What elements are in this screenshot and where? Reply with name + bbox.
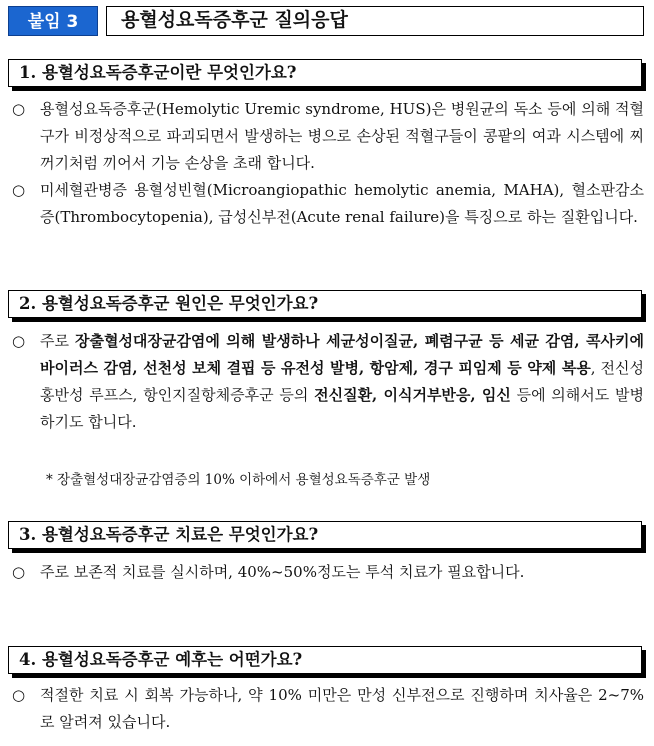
answer-1 bbox=[12, 96, 644, 231]
page-title: 용혈성요독증후군 질의응답 bbox=[106, 6, 644, 36]
document-header bbox=[8, 6, 644, 36]
answer-text: 미세혈관병증 용혈성빈혈(Microangiopathic hemolytic anemia, MAHA), 혈소판감소증(Thrombocytopenia), 급성신부전(Acute renal failure)을 특징으로 하는 질환입니다. bbox=[40, 181, 644, 226]
question-3-heading: 3. 용혈성요독증후군 치료은 무엇인가요? bbox=[8, 521, 642, 549]
text-run-bold: 장출혈성대장균감염에 의해 발생하나 세균성이질균, 폐렴구균 등 세균 감염, 콕사키에 바이러스 감염, 선천성 보체 결핍 등 유전성 발병, 항암제, 경구 피임제 등 약제 복용 bbox=[40, 332, 644, 377]
answer-text: 적절한 치료 시 회복 가능하나, 약 10% 미만은 만성 신부전으로 진행하며 치사율은 2~7%로 알려져 있습니다. bbox=[40, 686, 644, 731]
bullet-circle-icon: ○ bbox=[12, 563, 26, 581]
text-run: , 전신성 홍반성 루프스, 항인지질항체증후군 등의 bbox=[40, 359, 644, 404]
question-1-heading: 1. 용혈성요독증후군이란 무엇인가요? bbox=[8, 59, 642, 87]
list-item bbox=[12, 559, 644, 586]
footnote: * 장출혈성대장균감염증의 10% 이하에서 용혈성요독증후군 발생 bbox=[46, 472, 431, 488]
bullet-circle-icon: ○ bbox=[12, 686, 26, 704]
text-run: 등에 의해서도 발병하기도 합니다. bbox=[40, 386, 644, 431]
list-item bbox=[12, 96, 644, 177]
answer-text bbox=[40, 332, 644, 431]
text-run: 주로 bbox=[40, 332, 75, 350]
question-2-heading: 2. 용혈성요독증후군 원인은 무엇인가요? bbox=[8, 290, 642, 318]
text-run-bold: 전신질환, 이식거부반응, 임신 bbox=[314, 386, 511, 404]
bullet-circle-icon: ○ bbox=[12, 100, 26, 118]
answer-text: 주로 보존적 치료를 실시하며, 40%~50%정도는 투석 치료가 필요합니다. bbox=[40, 563, 525, 581]
list-item bbox=[12, 682, 644, 736]
answer-4 bbox=[12, 682, 644, 736]
answer-2 bbox=[12, 328, 644, 436]
bullet-circle-icon: ○ bbox=[12, 181, 26, 199]
answer-text: 용혈성요독증후군(Hemolytic Uremic syndrome, HUS)은 병원균의 독소 등에 의해 적혈구가 비정상적으로 파괴되면서 발생하는 병으로 손상된 적혈구들이 콩팥의 여과 시스템에 찌꺼기처럼 끼어서 기능 손상을 초래 합니다. bbox=[40, 100, 644, 172]
question-4-heading: 4. 용혈성요독증후군 예후는 어떤가요? bbox=[8, 646, 642, 674]
list-item bbox=[12, 177, 644, 231]
bullet-circle-icon: ○ bbox=[12, 332, 26, 350]
attachment-badge: 붙임 3 bbox=[8, 6, 98, 36]
list-item bbox=[12, 328, 644, 436]
answer-3 bbox=[12, 559, 644, 586]
